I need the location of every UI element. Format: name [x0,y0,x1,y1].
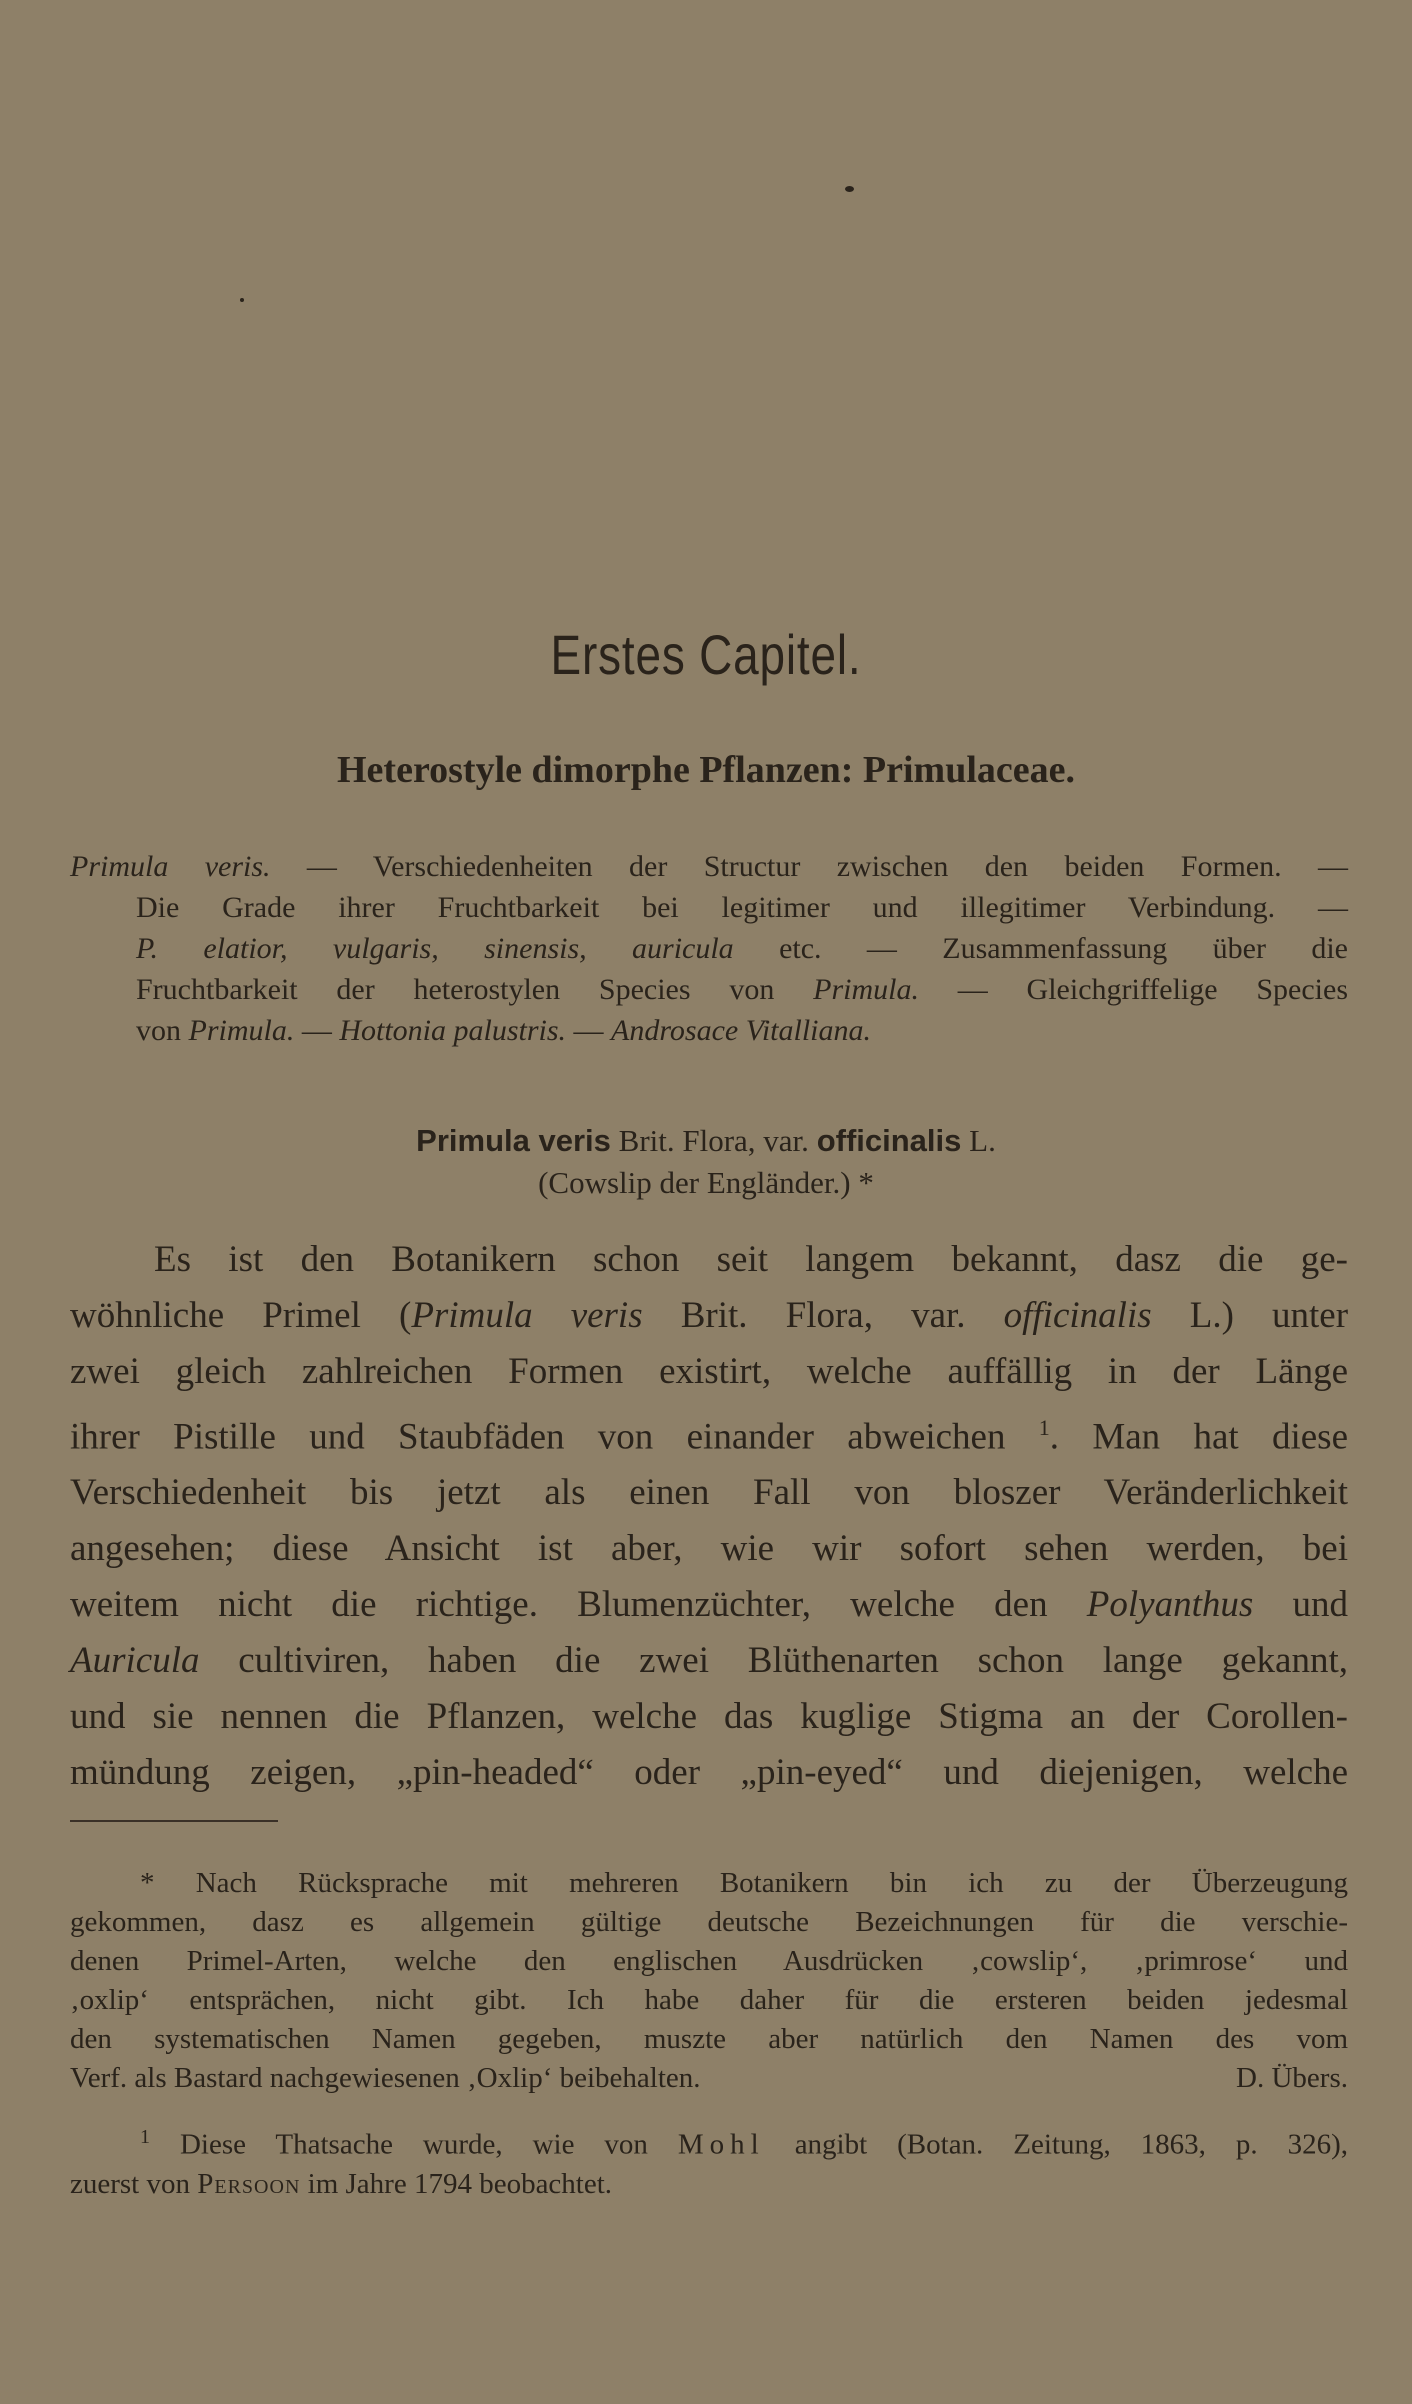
footnote-text: zuerst von [70,2167,198,2200]
summary-line [70,887,1348,928]
summary-text: — Verschiedenheiten der Structur zwischen den beiden Formen. — [270,850,1348,883]
body-text: wöhnliche Primel ( [70,1295,412,1336]
species-heading-line [0,1120,1412,1162]
species-heading-name: Primula veris [416,1123,611,1158]
species-name: Polyanthus [1086,1584,1254,1626]
body-text: weitem nicht die richtige. Blumenzüchter, welche den [70,1584,1087,1626]
footnote-line: gekommen, dasz es allgemein gültige deutsche Bezeichnungen für die verschie- [70,1906,1348,1938]
translator-signature: D. Übers. [1236,2062,1348,2094]
footnote-line [70,2059,1348,2098]
species-name: officinalis [1003,1295,1152,1336]
chapter-summary [70,846,1348,1051]
species-heading-text: L. [961,1123,996,1158]
ink-speck [845,186,854,192]
body-paragraph [70,1232,1348,1801]
body-line [70,1288,1348,1344]
summary-line [70,969,1348,1010]
footnote-ref: 1 [1038,1415,1050,1440]
species-name: Androsace Vitalliana. [611,1014,872,1047]
species-name: P. elatior, vulgaris, sinensis, auricula [136,932,734,965]
body-text: L.) unter [1151,1295,1349,1336]
footnote-line: ‚oxlip‘ entsprächen, nicht gibt. Ich habe daher für die ersteren beiden jedesmal [70,1984,1348,2016]
summary-line [70,846,1348,887]
body-line: Verschiedenheit bis jetzt als einen Fall von bloszer Veränderlichkeit [70,1472,1348,1514]
footnote-line [70,2165,1348,2204]
footnote-translator [70,1864,1348,2098]
footnote-divider [70,1820,278,1822]
species-name: Primula veris. [70,850,271,883]
summary-text: etc. — Zusammenfassung über die [733,932,1348,965]
body-line [70,1633,1348,1689]
species-heading-text: Brit. Flora, var. [610,1123,817,1158]
author-name: Mohl [677,2128,765,2161]
species-heading-var: officinalis [816,1123,962,1158]
species-name: Auricula [70,1640,200,1682]
footnote-marker: 1 [140,2126,150,2148]
section-title: Heterostyle dimorphe Pflanzen: Primulaceae. [337,749,1075,791]
body-text: und [1253,1584,1348,1626]
species-name: Primula. [813,973,919,1006]
summary-line [70,1010,1348,1051]
summary-text: Die Grade ihrer Fruchtbarkeit bei legitimer und illegitimer Verbindung. — [136,891,1348,924]
body-line: angesehen; diese Ansicht ist aber, wie wir sofort sehen werden, bei [70,1528,1348,1570]
footnote-line [70,2118,1348,2165]
body-line: zwei gleich zahlreichen Formen existirt, welche auffällig in der Länge [70,1351,1348,1392]
summary-text: von [136,1014,189,1047]
footnote-line: denen Primel-Arten, welche den englischen Ausdrücken ‚cowslip‘, ‚primrose‘ und [70,1945,1348,1977]
chapter-title: Erstes Capitel. [550,623,862,686]
summary-line [70,928,1348,969]
footnote-1 [70,2118,1348,2204]
species-name: Hottonia palustris. [339,1014,567,1047]
summary-text: Fruchtbarkeit der heterostylen Species von [136,973,814,1006]
body-line: Es ist den Botanikern schon seit langem bekannt, dasz die ge- [154,1239,1348,1280]
body-text: ihrer Pistille und Staubfäden von einander abweichen [70,1416,1039,1458]
body-line: mündung zeigen, „pin-headed“ oder „pin-eyed“ und diejenigen, welche [70,1752,1348,1794]
summary-text: — [294,1014,340,1047]
body-line: und sie nennen die Pflanzen, welche das kuglige Stigma an der Corollen- [70,1696,1348,1738]
footnote-text: Diese Thatsache wurde, wie von [150,2128,678,2161]
body-line [70,1400,1348,1465]
footnote-text: Verf. als Bastard nachgewiesenen ‚Oxlip‘ beibehalten. [70,2062,701,2094]
species-name: Primula. [188,1014,295,1047]
ink-speck [240,298,244,302]
species-common-name: (Cowslip der Engländer.) * [538,1165,874,1200]
footnote-text: im Jahre 1794 beobachtet. [300,2167,613,2200]
footnote-line: den systematischen Namen gegeben, muszte aber natürlich den Namen des vom [70,2023,1348,2055]
summary-text: — Gleichgriffelige Species [918,973,1349,1006]
body-text: cultiviren, haben die zwei Blüthenarten schon lange gekannt, [199,1640,1348,1682]
author-name: Persoon [197,2167,301,2200]
species-name: Primula veris [411,1295,643,1336]
species-heading [0,1120,1412,1204]
footnotes [70,1864,1348,2204]
footnote-line: * Nach Rücksprache mit mehreren Botanikern bin ich zu der Überzeugung [140,1867,1348,1899]
footnote-text: angibt (Botan. Zeitung, 1863, p. 326), [764,2128,1348,2161]
summary-text: — [566,1014,612,1047]
body-text: Brit. Flora, var. [642,1295,1004,1336]
body-line [70,1577,1348,1633]
body-text: . Man hat diese [1049,1416,1348,1458]
